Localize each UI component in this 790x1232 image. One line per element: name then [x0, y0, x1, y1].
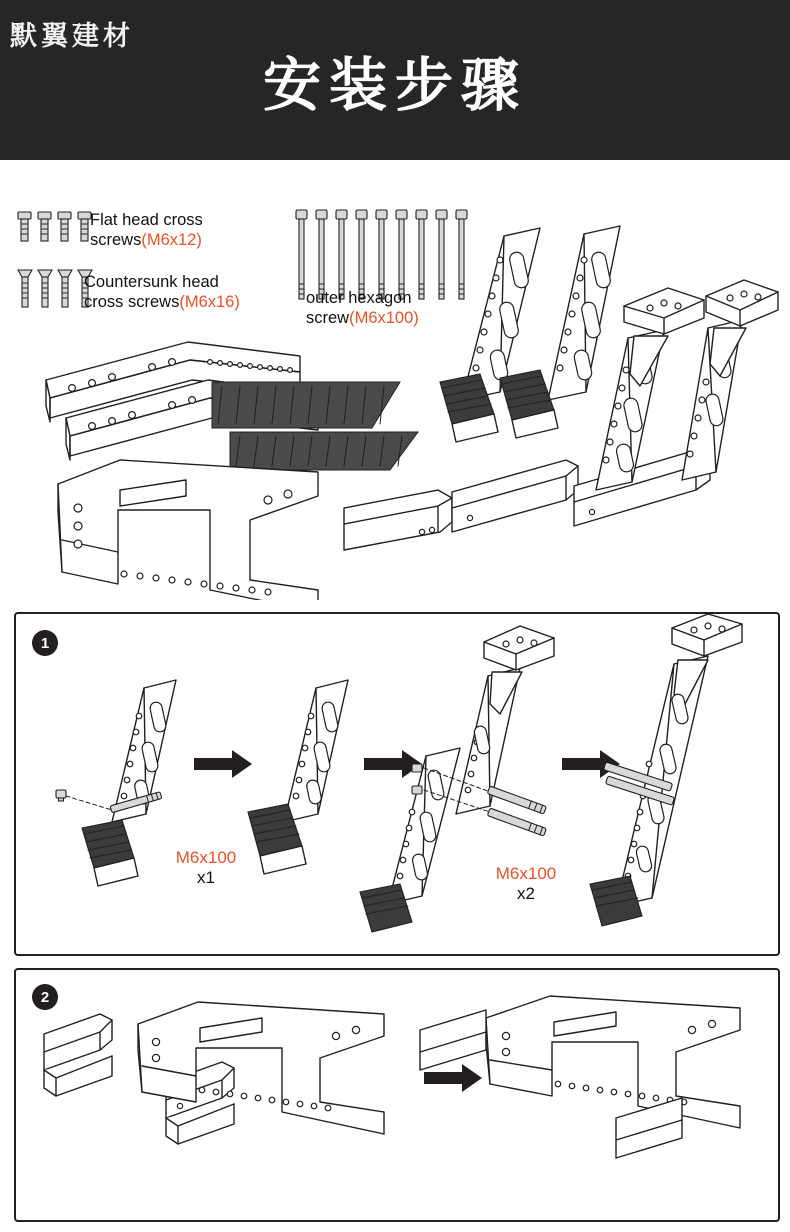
flat-head-screw-icons: [18, 212, 91, 241]
step-2-illustration: [16, 970, 774, 1216]
u-bracket-part: [58, 460, 318, 600]
label-hex-screw: [306, 288, 419, 328]
step-1-panel: [14, 612, 780, 956]
tube-part-2: [452, 460, 578, 532]
step-1-caption-1: [136, 848, 276, 888]
page-title: 安装步骤: [262, 51, 527, 119]
parts-overview: [0, 160, 790, 600]
step1-assembly-d: [590, 614, 742, 926]
label-hex-line1: outer hexagon: [306, 289, 412, 307]
step-1-caption-2-qty: x2: [517, 884, 535, 903]
step-1-illustration: [16, 614, 774, 950]
label-countersunk-line1: Countersunk head: [84, 273, 219, 291]
step-2-panel: [14, 968, 780, 1222]
page-header: [0, 0, 790, 160]
hex-screw-icons: [296, 210, 467, 299]
label-hex-code: (M6x100): [349, 309, 419, 327]
step1-assembly-b: [248, 680, 422, 874]
tube-part-1: [344, 490, 452, 550]
step-1-caption-1-code: M6x100: [175, 848, 237, 867]
label-flat-head-line2: screws: [90, 231, 142, 249]
label-hex-line2: screw: [306, 309, 350, 327]
label-countersunk-code: (M6x16): [179, 293, 240, 311]
rubber-foot-2: [500, 370, 558, 438]
label-countersunk-line2: cross screws: [84, 293, 180, 311]
step-2-badge: 2: [32, 984, 58, 1010]
step-1-caption-2-code: M6x100: [495, 864, 557, 883]
step2-tube-a: [44, 1014, 112, 1096]
rubber-mat-upper: [212, 382, 400, 428]
arrow-4: [424, 1064, 482, 1092]
label-flat-head-line1: Flat head cross: [90, 211, 203, 229]
brand-logo-text: 默翼建材: [10, 21, 134, 52]
step-1-caption-2: [456, 864, 596, 904]
label-flat-head-screws: [90, 210, 203, 250]
step-1-caption-1-qty: x1: [197, 868, 215, 887]
label-countersunk-screws: [84, 272, 240, 312]
countersunk-screw-icons: [18, 270, 92, 307]
slotted-post-2: [548, 226, 620, 400]
label-flat-head-code: (M6x12): [141, 231, 202, 249]
arrow-1: [194, 750, 252, 778]
step-1-badge: 1: [32, 630, 58, 656]
rubber-mat-lower: [230, 432, 418, 470]
